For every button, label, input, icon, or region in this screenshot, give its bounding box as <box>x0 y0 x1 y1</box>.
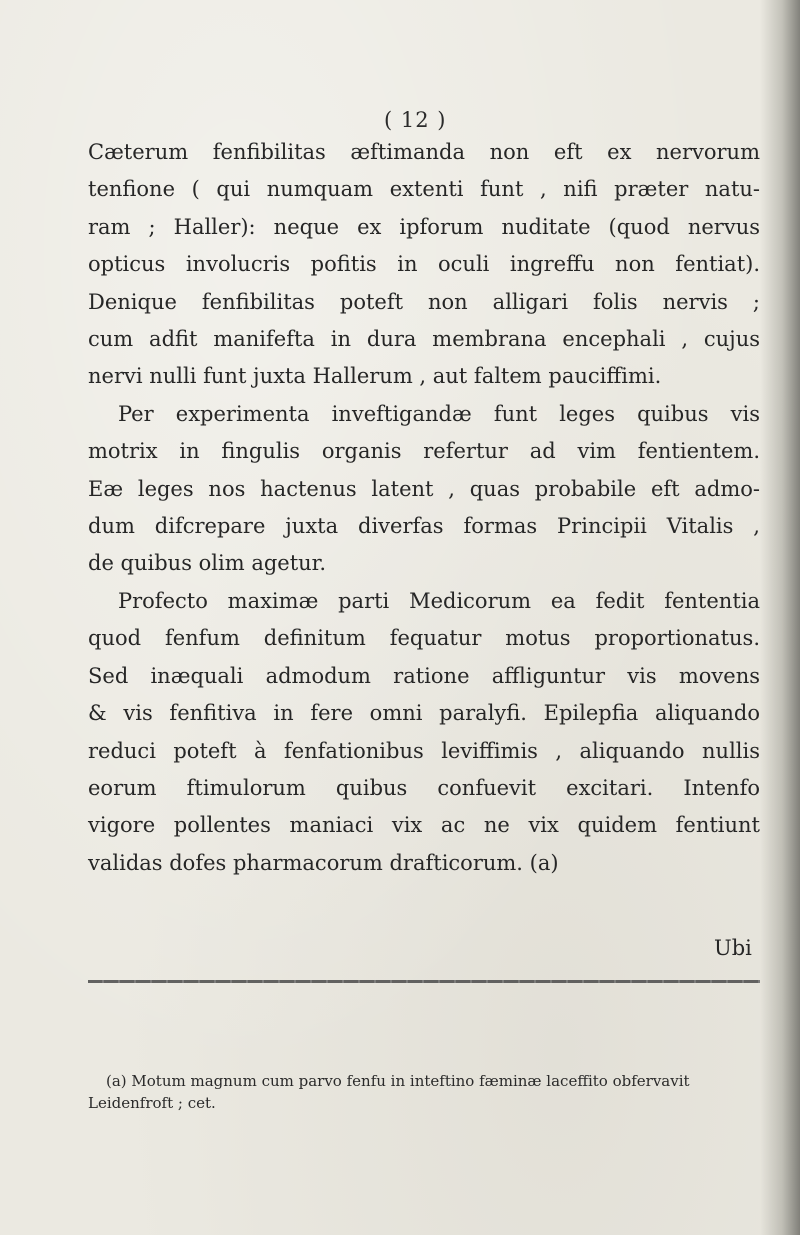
main-text <box>88 134 760 882</box>
paragraph-1 <box>88 134 760 396</box>
text-line: Cæterum fenfibilitas æftimanda non eft ex nervorum <box>88 140 760 164</box>
text-line: quod fenfum definitum fequatur motus proportionatus. <box>88 626 760 651</box>
footnote <box>88 1070 766 1114</box>
page-number: ( 12 ) <box>384 108 447 132</box>
footnote-separator-rule <box>88 980 760 983</box>
paragraph-2 <box>88 396 760 583</box>
text-line: ram ; Haller): neque ex ipforum nuditate (quod nervus <box>88 214 760 239</box>
footnote-line: Leidenfroft ; cet. <box>88 1094 216 1112</box>
text-line: reduci poteft à fenfationibus leviffimis , aliquando nullis <box>88 738 760 763</box>
text-line: motrix in fingulis organis refertur ad vim fentientem. <box>88 439 760 464</box>
text-line: Per experimenta inveftigandæ funt leges quibus vis <box>118 401 760 426</box>
text-line: & vis fenfitiva in fere omni paralyfi. Epilepfia aliquando <box>88 701 760 726</box>
text-line: Eæ leges nos hactenus latent , quas probabile eft admo- <box>88 476 760 501</box>
text-line: validas dofes pharmacorum drafticorum. (a) <box>88 850 559 875</box>
text-line: tenfione ( qui numquam extenti funt , nifi præter natu- <box>88 177 760 202</box>
text-line: opticus involucris pofitis in oculi ingreffu non fentiat). <box>88 252 760 277</box>
binding-edge-shadow <box>760 0 800 1235</box>
text-line: Sed inæquali admodum ratione affliguntur vis movens <box>88 663 760 688</box>
text-line: Denique fenfibilitas poteft non alligari folis nervis ; <box>88 289 760 314</box>
text-line: de quibus olim agetur. <box>88 551 327 576</box>
text-line: eorum ftimulorum quibus confuevit excitari. Intenfo <box>88 775 760 800</box>
text-line: vigore pollentes maniaci vix ac ne vix quidem fentiunt <box>88 813 760 838</box>
text-line: Profecto maximæ parti Medicorum ea fedit fententia <box>118 588 760 613</box>
catchword: Ubi <box>714 936 752 960</box>
text-line: dum difcrepare juxta diverfas formas Principii Vitalis , <box>88 514 760 539</box>
text-line: nervi nulli funt juxta Hallerum , aut faltem pauciffimi. <box>88 364 662 389</box>
footnote-line: (a) Motum magnum cum parvo fenfu in inteftino fæminæ laceffito obfervavit <box>106 1072 690 1090</box>
text-line: cum adfit manifefta in dura membrana encephali , cujus <box>88 327 760 352</box>
paragraph-3 <box>88 583 760 882</box>
